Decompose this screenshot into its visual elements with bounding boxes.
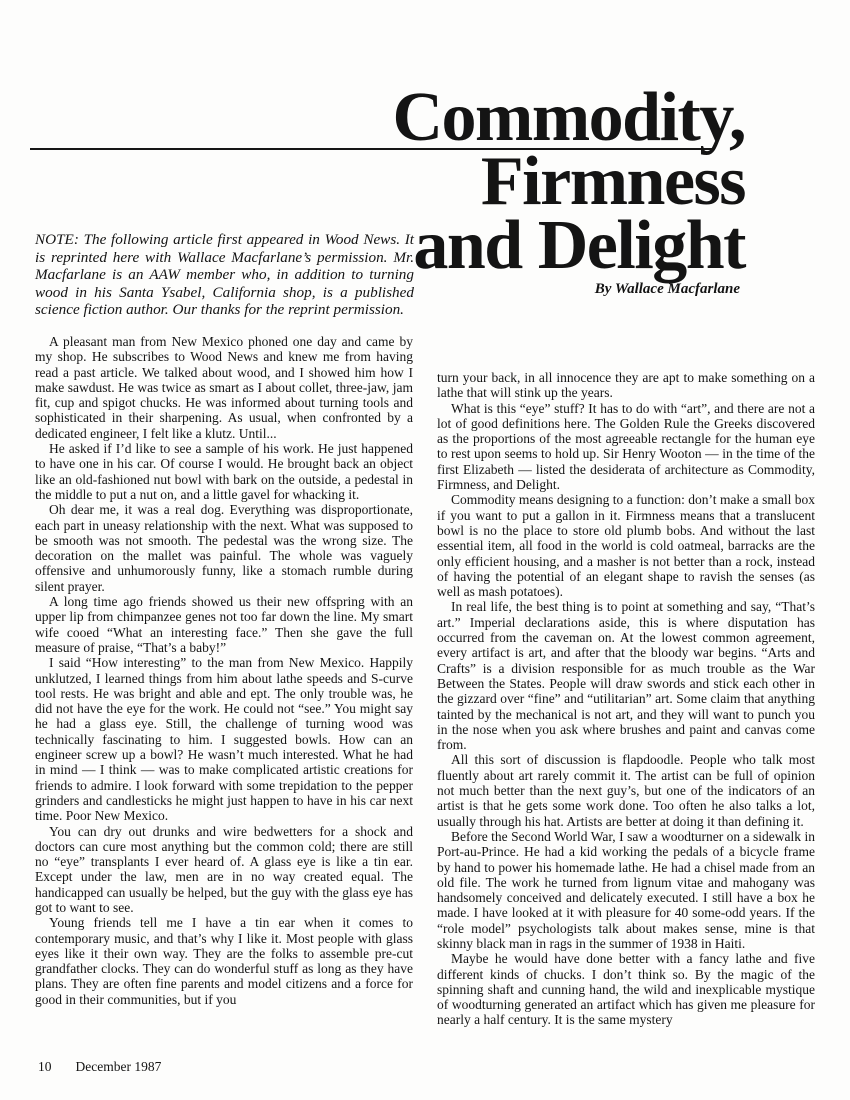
body-paragraph: A long time ago friends showed us their new offspring with an upper lip from chimpanzee genes not too far down the line. My smart wife cooed “What an interesting face.” Then she gave the full measure of praise, “That’s a baby!” xyxy=(35,594,413,655)
byline: By Wallace Macfarlane xyxy=(594,281,740,297)
body-column-right xyxy=(437,370,815,1028)
editor-note: NOTE: The following article first appeared in Wood News. It is reprinted here with Wallace Macfarlane’s permission. Mr. Macfarlane is an AAW member who, in addition to turning wood in his Santa Ysabel, California shop, is a published science fiction author. Our thanks for the reprint permission. xyxy=(35,231,414,319)
body-paragraph: All this sort of discussion is flapdoodle. People who talk most fluently about art rarely commit it. The artist can be full of opinion not much better than the next guy’s, but one of the indicators of an artist is that he gets some work done. Too often he also talks a lot, usually through his hat. Artists are better at doing it than defining it. xyxy=(437,752,815,829)
body-column-left xyxy=(35,334,413,1007)
body-paragraph: Commodity means designing to a function: don’t make a small box if you want to put a gallon in it. Firmness means that a translucent bowl is no the place to store old plumb bobs. And without the last essential item, all food in the world is cold oatmeal, barracks are the only efficient housing, and a masher is not better than a rock, instead of having the potential of an elegant shape to ravish the senses (as well as mash potatoes). xyxy=(437,492,815,600)
body-paragraph: turn your back, in all innocence they are apt to make something on a lathe that will stink up the years. xyxy=(437,370,815,401)
body-paragraph: I said “How interesting” to the man from New Mexico. Happily unklutzed, I learned things from him about lathe speeds and S-curve tool rests. He was bright and able and ept. The only trouble was, he did not have the eye for the work. He could not “see.” You might say he had a glass eye. Still, the challenge of turning wood was technically fascinating to him. I suggested bowls. How can an engineer screw up a bowl? He wasn’t much interested. What he had in mind — I think — was to make complicated artistic creations for friends to admire. I look forward with some trepidation to the pepper grinders and candlesticks he might just happen to have in his car next time. Poor New Mexico. xyxy=(35,655,413,824)
article-title-line-1: Commodity, xyxy=(392,79,745,156)
body-paragraph: Maybe he would have done better with a fancy lathe and five different kinds of chucks. I don’t think so. By the magic of the spinning shaft and cunning hand, the wild and inexplicable mystique of woodturning generated an artifact which has given me pleasure for nearly a half century. It is the same mystery xyxy=(437,951,815,1028)
article-title-line-2: Firmness xyxy=(480,143,745,220)
body-paragraph: Oh dear me, it was a real dog. Everything was disproportionate, each part in uneasy relationship with the next. What was supposed to be smooth was not smooth. The pedestal was the wrong size. The decoration on the mallet was painful. The whole was vaguely offensive and unhumorously funny, like a stomach rumble during silent prayer. xyxy=(35,502,413,594)
article-title-line-3: and Delight xyxy=(413,207,745,284)
body-paragraph: He asked if I’d like to see a sample of his work. He just happened to have one in his car. Of course I would. He brought back an object like an old-fashioned nut bowl with bark on the outside, a pedestal in the middle to put a nut on, and a little gavel for whacking it. xyxy=(35,441,413,502)
body-paragraph: In real life, the best thing is to point at something and say, “That’s art.” Imperial declarations aside, this is where disputation has occurred from the caveman on. At the lowest common agreement, every artifact is art, and after that the bloody war begins. “Arts and Crafts” is a division responsible for as much trouble as the War Between the States. People will draw swords and stick each other in the gizzard over “fine” and “utilitarian” art. Some claim that anything tainted by the mechanical is not art, and they will want to punch you in the nose when you ask where brushes and paint and canvas come from. xyxy=(437,599,815,753)
body-paragraph: You can dry out drunks and wire bedwetters for a shock and doctors can cure most anything but the common cold; there are still no “eye” transplants I ever heard of. A glass eye is like a tin ear. Except under the law, men are in no way created equal. The handicapped can usually be helped, but the guy with the glass eye has got to want to see. xyxy=(35,823,413,915)
body-paragraph: A pleasant man from New Mexico phoned one day and came by my shop. He subscribes to Wood News and knew me from having read a past article. We talked about wood, and I showed him how I make sawdust. He was twice as smart as I about collet, three-jaw, jam fit, cup and spigot chucks. He was informed about turning tools and sophisticated in their sharpening. As usual, when confronted by a dedicated engineer, I felt like a klutz. Until... xyxy=(35,334,413,441)
page-footer xyxy=(38,1059,161,1075)
body-paragraph: What is this “eye” stuff? It has to do with “art”, and there are not a lot of good definitions here. The Golden Rule the Greeks discovered as the proportions of the most agreeable rectangle for the human eye to rest upon seems to hold up. Sir Henry Wooton — in the time of the first Elizabeth — listed the desiderata of architecture as Commodity, Firmness, and Delight. xyxy=(437,400,815,493)
page-number: 10 xyxy=(38,1059,52,1074)
issue-date: December 1987 xyxy=(75,1059,162,1074)
body-paragraph: Before the Second World War, I saw a woodturner on a sidewalk in Port-au-Prince. He had a kid working the pedals of a bicycle frame by hand to power his homemade lathe. He had a chisel made from an old file. The work he turned from lignum vitae and mahogany was handsomely conceived and delicately executed. I still have a box he made. I have looked at it with pleasure for 40 some-odd years. If the “role model” psychologists talk about makes sense, mine is that skinny black man in rags in the summer of 1938 in Haiti. xyxy=(437,828,815,951)
article-title xyxy=(392,79,746,284)
body-paragraph: Young friends tell me I have a tin ear when it comes to contemporary music, and that’s why I like it. Most people with glass eyes like it their own way. They are the folks to assemble pre-cut grandfather clocks. They can do wonderful stuff as long as they have plans. They are often fine parents and model citizens and a force for good in their communities, but if you xyxy=(35,915,413,1007)
